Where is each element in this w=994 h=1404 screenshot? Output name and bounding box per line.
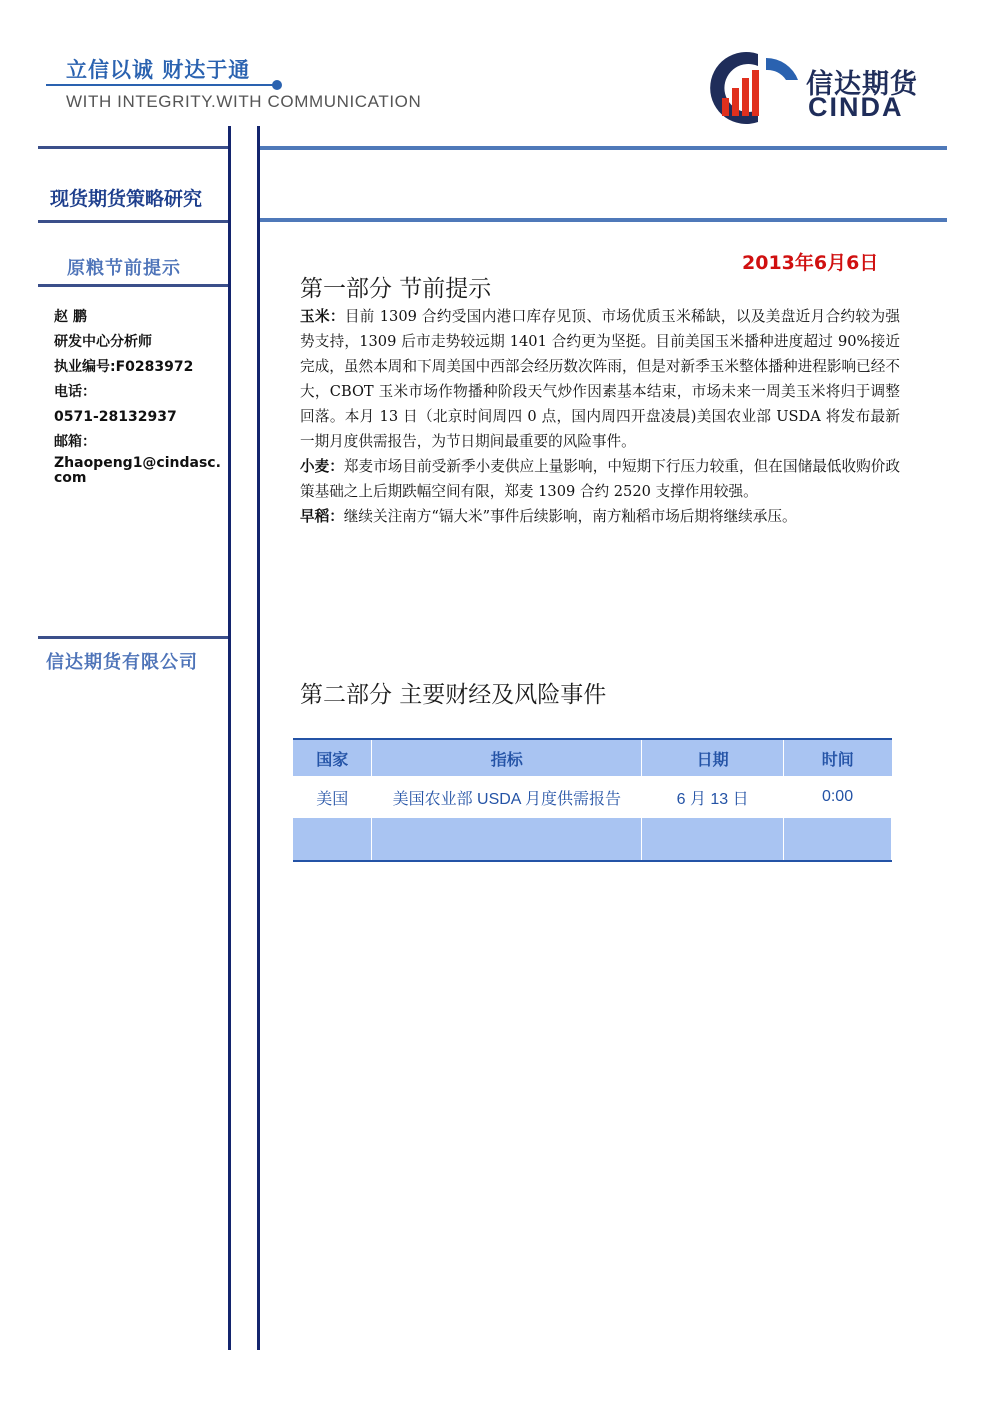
table-header-cell: 日期 bbox=[642, 739, 784, 776]
paragraph-text: 目前 1309 合约受国内港口库存见顶、市场优质玉米稀缺，以及美盘近月合约较为强势支持，1309 后市走势较远期 1401 合约更为坚挺。目前美国玉米播种进度超过 90%接近完成，虽然本周和下周美国中西部会经历数次阵雨，但是对新季玉米整体播种进程影响已经不大，CBOT 玉米市场作物播种阶段天气炒作因素基本结束，市场未来一周美玉米将归于调整回落。本月 13 日（北京时间周四 0 点，国内周四开盘凌晨)美国农业部 USDA 将发布最新一期月度供需报告，为节日期间最重要的风险事件。 bbox=[300, 308, 900, 450]
table-cell bbox=[372, 818, 642, 861]
paragraph-text: 郑麦市场目前受新季小麦供应上量影响，中短期下行压力较重，但在国储最低收购价政策基础之上后期跌幅空间有限，郑麦 1309 合约 2520 支撑作用较强。 bbox=[300, 458, 900, 500]
table-header-row bbox=[293, 739, 892, 776]
table-row bbox=[293, 776, 892, 818]
paragraph-label: 早稻： bbox=[300, 508, 344, 525]
table-header-cell: 国家 bbox=[293, 739, 372, 776]
sidebar-title: 现货期货策略研究 bbox=[50, 188, 203, 210]
slogan-underline bbox=[46, 84, 278, 86]
table-header-cell: 时间 bbox=[784, 739, 892, 776]
report-date: 2013年6月6日 bbox=[742, 252, 879, 274]
logo-english-name: CINDA bbox=[808, 92, 904, 122]
email-label: 邮箱： bbox=[54, 434, 96, 450]
slogan-english: WITH INTEGRITY.WITH COMMUNICATION bbox=[66, 92, 422, 111]
sidebar-rule-title bbox=[38, 220, 228, 223]
analyst-info bbox=[54, 305, 224, 486]
analyst-role: 研发中心分析师 bbox=[54, 334, 152, 350]
table-cell: 0:00 bbox=[784, 776, 892, 818]
table-header-cell: 指标 bbox=[372, 739, 642, 776]
phone-label: 电话： bbox=[54, 384, 96, 400]
section-1-body bbox=[300, 304, 900, 529]
table-cell bbox=[642, 818, 784, 861]
email-address: Zhaopeng1@cindasc.com bbox=[54, 455, 221, 486]
table-cell: 美国农业部 USDA 月度供需报告 bbox=[372, 776, 642, 818]
section-1-title: 第一部分 节前提示 bbox=[300, 276, 492, 302]
table-cell bbox=[784, 818, 892, 861]
analyst-license: 执业编号:F0283972 bbox=[54, 359, 194, 375]
company-name: 信达期货有限公司 bbox=[46, 652, 198, 673]
sidebar-rule-company bbox=[38, 636, 228, 639]
paragraph-wheat bbox=[300, 454, 900, 504]
phone-number: 0571-28132937 bbox=[54, 409, 177, 425]
sidebar-rule-subtitle bbox=[38, 284, 228, 287]
section-2-title: 第二部分 主要财经及风险事件 bbox=[300, 682, 607, 708]
slogan-dot bbox=[272, 80, 282, 90]
paragraph-label: 小麦： bbox=[300, 458, 344, 475]
paragraph-label: 玉米： bbox=[300, 308, 345, 325]
logo-chinese-name: 信达期货 bbox=[806, 69, 918, 100]
sidebar-divider-right bbox=[257, 126, 260, 1350]
table-cell: 6 月 13 日 bbox=[642, 776, 784, 818]
paragraph-corn bbox=[300, 304, 900, 454]
main-rule-second bbox=[260, 218, 947, 222]
paragraph-text: 继续关注南方“镉大米”事件后续影响，南方籼稻市场后期将继续承压。 bbox=[343, 508, 797, 525]
sidebar-rule-top bbox=[38, 146, 228, 149]
events-table bbox=[293, 738, 892, 862]
paragraph-early-rice bbox=[300, 504, 900, 529]
slogan-chinese: 立信以诚 财达于通 bbox=[66, 58, 251, 82]
main-rule-top bbox=[260, 146, 947, 150]
sidebar-divider-left bbox=[228, 126, 231, 1350]
table-cell: 美国 bbox=[293, 776, 372, 818]
sidebar-subtitle: 原粮节前提示 bbox=[67, 258, 181, 279]
table-cell bbox=[293, 818, 372, 861]
analyst-name: 赵 鹏 bbox=[54, 309, 87, 325]
table-row bbox=[293, 818, 892, 861]
